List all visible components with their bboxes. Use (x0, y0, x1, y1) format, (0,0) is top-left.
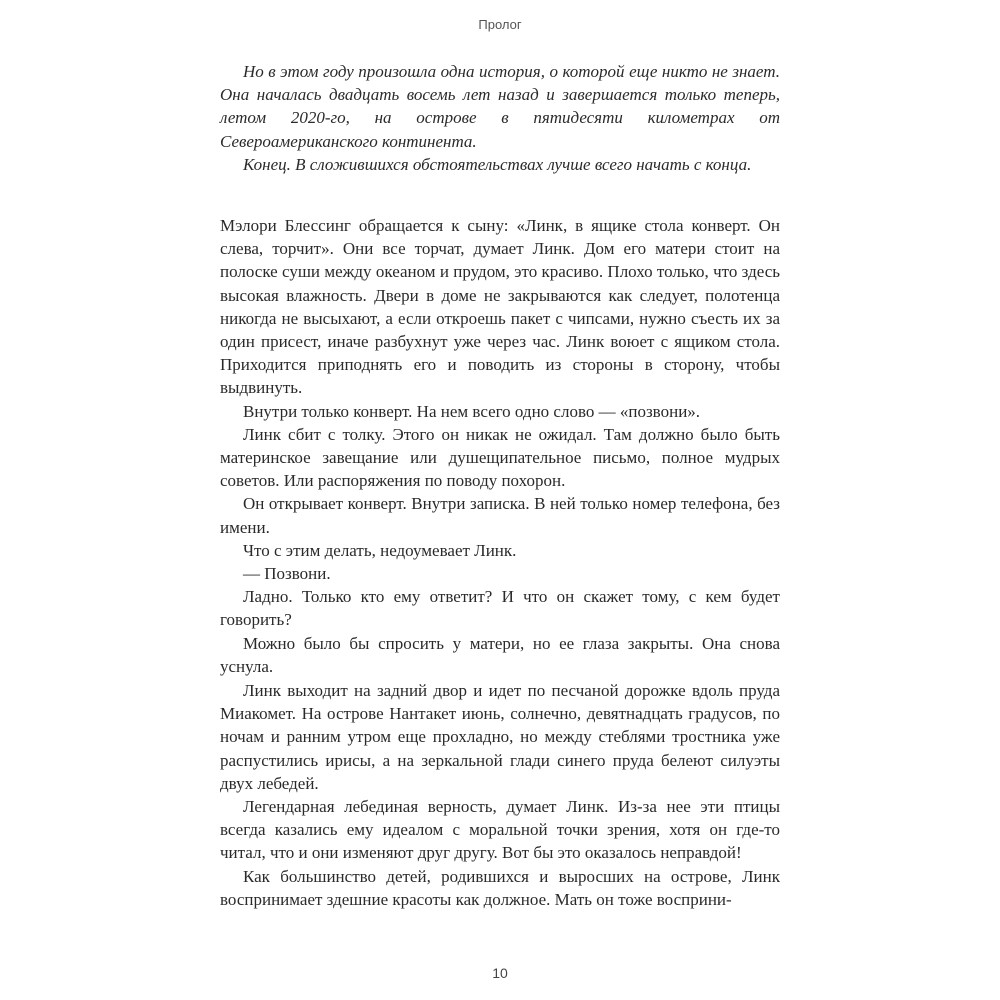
section-2 (220, 679, 780, 911)
intro-paragraph: Но в этом году произошла одна история, о которой еще никто не знает. Она началась двадцать восемь лет назад и завершается только теперь, летом 2020-го, на острове в пятидесяти километрах от Североамериканского континента. (220, 62, 780, 151)
paragraph: Он открывает конверт. Внутри записка. В ней только номер телефона, без имени. (220, 494, 780, 537)
paragraph: Легендарная лебединая верность, думает Линк. Из-за нее эти птицы всегда казались ему идеалом с моральной точки зрения, хотя он где-то читал, что и они изменяют друг другу. Вот бы это оказалось неправдой! (220, 797, 780, 863)
paragraph: Мэлори Блессинг обращается к сыну: «Линк, в ящике стола конверт. Он слева, торчит». Они все торчат, думает Линк. Дом его матери стоит на полоске суши между океаном и прудом, это красиво. Плохо только, что здесь высокая влажность. Двери в доме не закрываются как следует, полотенца никогда не высыхают, а если откроешь пакет с чипсами, нужно съесть их за один присест, иначе разбухнут уже через час. Линк воюет с ящиком стола. Приходится приподнять его и поводить из стороны в сторону, чтобы выдвинуть. (220, 216, 780, 398)
intro-block (220, 60, 780, 176)
paragraph: Ладно. Только кто ему ответит? И что он скажет тому, с кем будет говорить? (220, 587, 780, 630)
paragraph: — Позвони. (243, 564, 331, 584)
intro-paragraph: Конец. В сложившихся обстоятельствах лучше всего начать с конца. (243, 154, 752, 174)
running-header: Пролог (478, 17, 522, 32)
paragraph: Что с этим делать, недоумевает Линк. (243, 540, 517, 560)
paragraph: Как большинство детей, родившихся и выросших на острове, Линк воспринимает здешние красоты как должное. Мать он тоже восприни- (220, 866, 780, 909)
paragraph: Внутри только конверт. На нем всего одно слово — «позвони». (243, 401, 701, 421)
paragraph: Линк сбит с толку. Этого он никак не ожидал. Там должно было быть материнское завещание или душещипательное письмо, полное мудрых советов. Или распоряжения по поводу похорон. (220, 424, 780, 491)
section-1 (220, 214, 780, 678)
paragraph: Линк выходит на задний двор и идет по песчаной дорожке вдоль пруда Миакомет. На острове Нантакет июнь, солнечно, девятнадцать градусов, по ночам и ранним утром еще прохладно, но между стеблями тростника уже распустились ирисы, а на зеркальной глади синего пруда белеют силуэты двух лебедей. (220, 681, 780, 793)
paragraph: Можно было бы спросить у матери, но ее глаза закрыты. Она снова уснула. (220, 633, 780, 676)
page-number: 10 (492, 965, 508, 981)
